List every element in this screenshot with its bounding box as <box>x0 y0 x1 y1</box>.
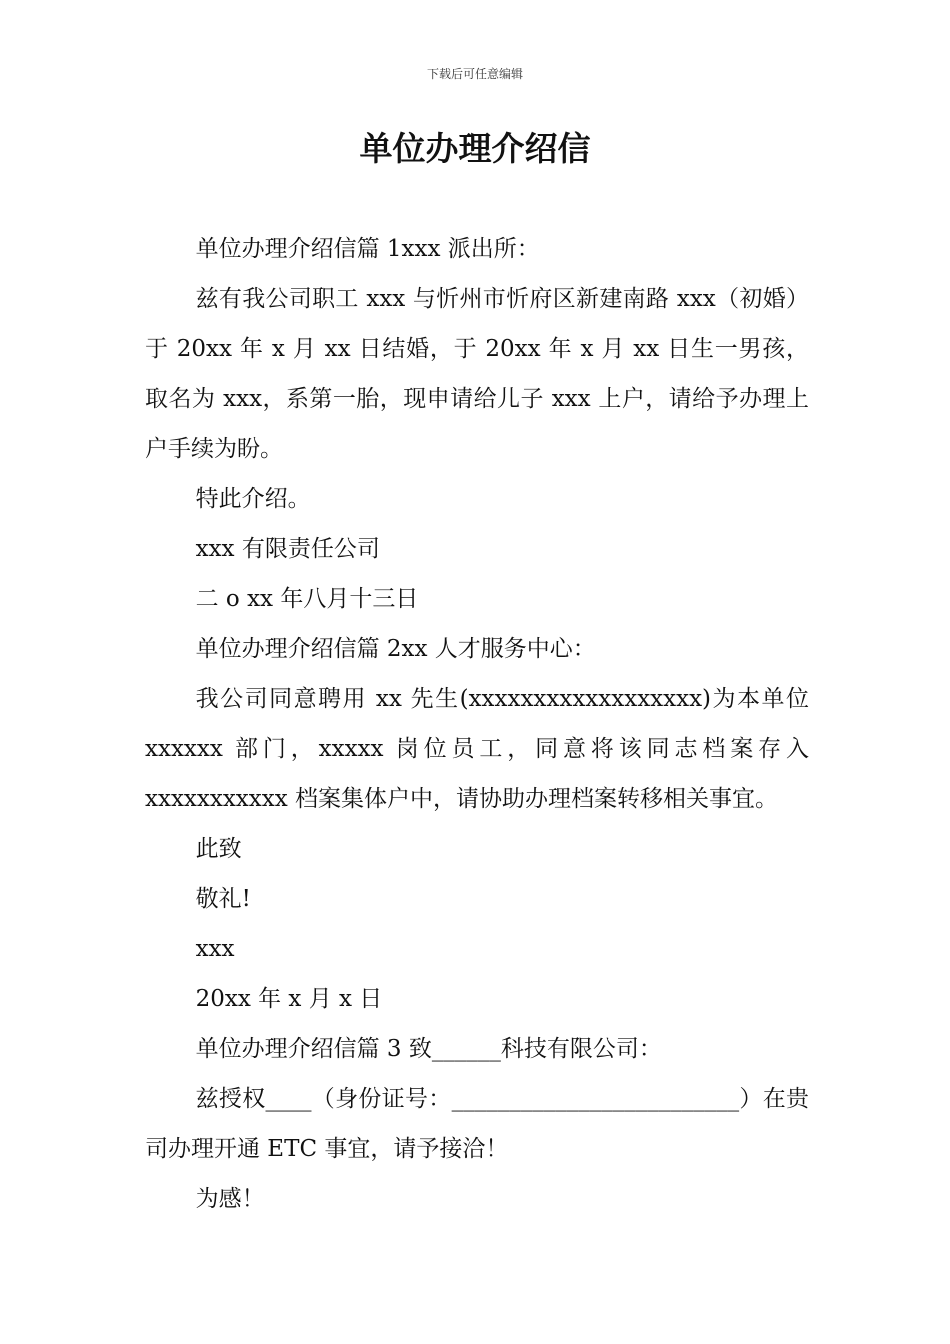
header-note: 下载后可任意编辑 <box>426 67 523 81</box>
paragraph-letter2-date: 20xx 年 x 月 x 日 <box>195 986 383 1012</box>
paragraph-letter1-signer: xxx 有限责任公司 <box>195 536 380 562</box>
paragraph-letter3-closing: 为感！ <box>195 1186 265 1212</box>
paragraph-letter1-heading: 单位办理介绍信篇 1xxx 派出所： <box>195 236 540 262</box>
paragraph-letter3-body: 兹授权____（身份证号：_________________________）在贵司办理开通 ETC 事宜，请予接洽！ <box>145 1086 809 1162</box>
paragraph-letter2-regards: 敬礼! <box>195 886 251 912</box>
document-title: 单位办理介绍信 <box>359 129 591 168</box>
paragraph-letter2-salutation: 此致 <box>195 836 242 862</box>
paragraph-letter2-heading: 单位办理介绍信篇 2xx 人才服务中心： <box>195 636 596 662</box>
paragraph-letter3-heading: 单位办理介绍信篇 3 致______科技有限公司： <box>195 1036 662 1062</box>
document-body <box>145 224 809 1224</box>
paragraph-letter1-date: 二 o xx 年八月十三日 <box>195 586 419 612</box>
paragraph-letter1-closing: 特此介绍。 <box>195 486 311 512</box>
paragraph-letter2-signer: xxx <box>195 936 235 962</box>
paragraph-letter2-body: 我公司同意聘用 xx 先生(xxxxxxxxxxxxxxxxxx)为本单位 xxxxxx 部门，xxxxx 岗位员工，同意将该同志档案存入 xxxxxxxxxxx 档案集体户中，请协助办理档案转移相关事宜。 <box>145 686 809 812</box>
paragraph-letter1-body: 兹有我公司职工 xxx 与忻州市忻府区新建南路 xxx（初婚）于 20xx 年 x 月 xx 日结婚，于 20xx 年 x 月 xx 日生一男孩，取名为 xxx，系第一胎，现申请给儿子 xxx 上户，请给予办理上户手续为盼。 <box>145 286 809 462</box>
